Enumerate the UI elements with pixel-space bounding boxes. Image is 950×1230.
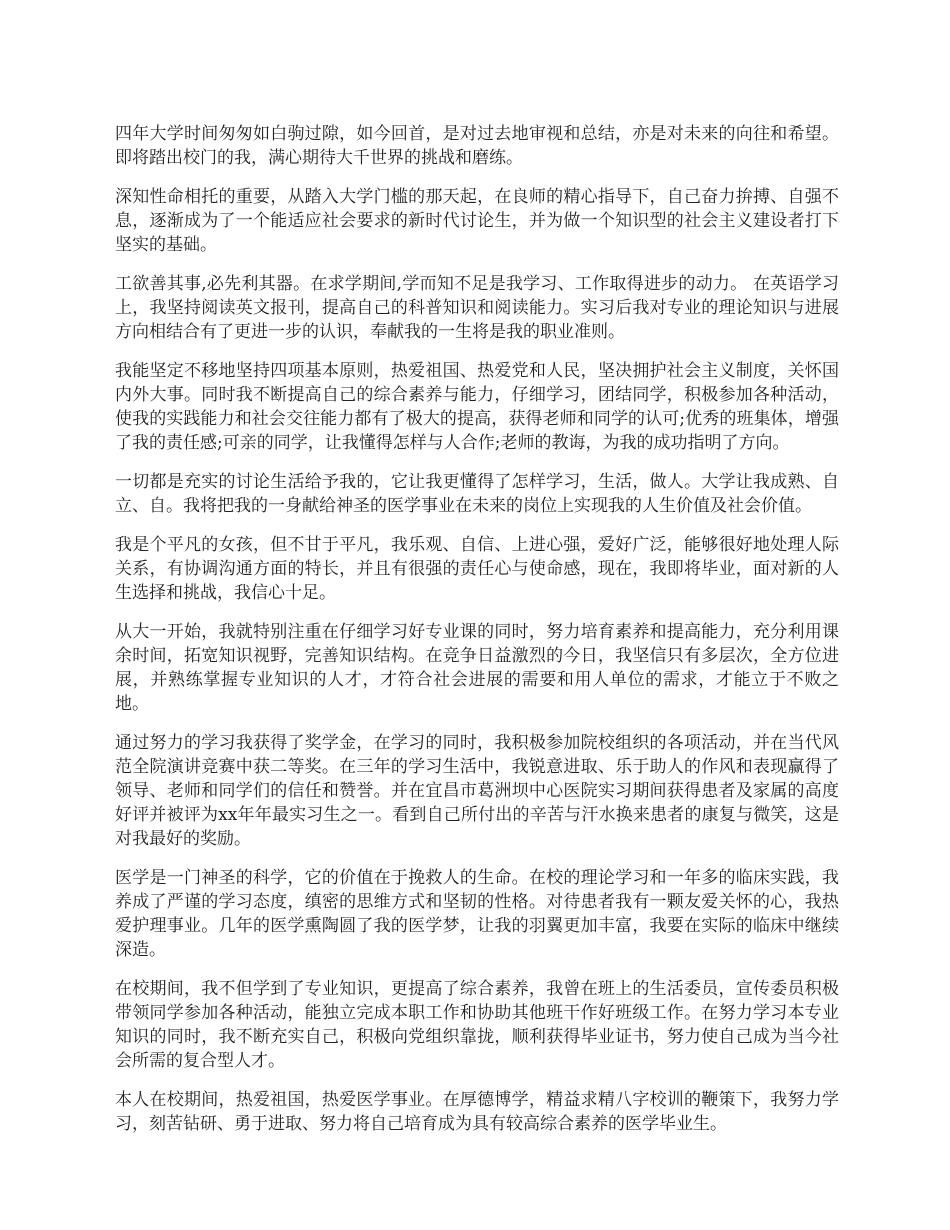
paragraph: 一切都是充实的讨论生活给予我的，它让我更懂得了怎样学习，生活，做人。大学让我成熟、自立、自。我将把我的一身献给神圣的医学事业在未来的岗位上实现我的人生价值及社会价值。 bbox=[115, 472, 839, 516]
paragraph: 从大一开始，我就特别注重在仔细学习好专业课的同时，努力培育素养和提高能力，充分利用课余时间，拓宽知识视野，完善知识结构。在竞争日益激烈的今日，我坚信只有多层次，全方位进展，并熟练掌握专业知识的人才，才符合社会进展的需要和用人单位的需求，才能立于不败之地。 bbox=[115, 622, 839, 714]
paragraph: 医学是一门神圣的科学，它的价值在于挽救人的生命。在校的理论学习和一年多的临床实践，我养成了严谨的学习态度，缜密的思维方式和坚韧的性格。对待患者我有一颗友爱关怀的心，我热爱护理事业。几年的医学熏陶圆了我的医学梦，让我的羽翼更加丰富，我要在实际的临床中继续深造。 bbox=[115, 868, 839, 960]
paragraph: 在校期间，我不但学到了专业知识，更提高了综合素养，我曾在班上的生活委员，宣传委员积极带领同学参加各种活动，能独立完成本职工作和协助其他班干作好班级工作。在努力学习本专业知识的同时，我不断充实自己，积极向党组织靠拢，顺利获得毕业证书，努力使自己成为当今社会所需的复合型人才。 bbox=[115, 979, 839, 1071]
paragraph: 本人在校期间，热爱祖国，热爱医学事业。在厚德博学，精益求精八字校训的鞭策下，我努力学习，刻苦钻研、勇于进取、努力将自己培育成为具有较高综合素养的医学毕业生。 bbox=[115, 1090, 839, 1134]
paragraph: 四年大学时间匆匆如白驹过隙，如今回首，是对过去地审视和总结，亦是对未来的向往和希望。即将踏出校门的我，满心期待大千世界的挑战和磨练。 bbox=[115, 124, 839, 168]
document-body bbox=[115, 122, 839, 1151]
paragraph: 我是个平凡的女孩，但不甘于平凡，我乐观、自信、上进心强，爱好广泛，能够很好地处理人际关系，有协调沟通方面的特长，并且有很强的责任心与使命感，现在，我即将毕业，面对新的人生选择和挑战，我信心十足。 bbox=[115, 535, 839, 603]
paragraph: 我能坚定不移地坚持四项基本原则，热爱祖国、热爱党和人民，坚决拥护社会主义制度，关怀国内外大事。同时我不断提高自己的综合素养与能力，仔细学习，团结同学，积极参加各种活动，使我的实践能力和社会交往能力都有了极大的提高，获得老师和同学的认可;优秀的班集体，增强了我的责任感;可亲的同学，让我懂得怎样与人合作;老师的教诲，为我的成功指明了方向。 bbox=[115, 361, 839, 453]
paragraph: 工欲善其事,必先利其器。在求学期间,学而知不足是我学习、工作取得进步的动力。 在英语学习上，我坚持阅读英文报刊，提高自己的科普知识和阅读能力。实习后我对专业的理论知识与进展方向相结合有了更进一步的认识，奉献我的一生将是我的职业准则。 bbox=[115, 274, 839, 342]
paragraph: 深知性命相托的重要，从踏入大学门槛的那天起，在良师的精心指导下，自己奋力拚搏、自强不息，逐渐成为了一个能适应社会要求的新时代讨论生，并为做一个知识型的社会主义建设者打下坚实的基础。 bbox=[115, 187, 839, 255]
paragraph: 通过努力的学习我获得了奖学金，在学习的同时，我积极参加院校组织的各项活动，并在当代风范全院演讲竞赛中获二等奖。在三年的学习生活中，我锐意进取、乐于助人的作风和表现赢得了领导、老师和同学们的信任和赞誉。并在宜昌市葛洲坝中心医院实习期间获得患者及家属的高度好评并被评为xx年年最实习生之一。看到自己所付出的辛苦与汗水换来患者的康复与微笑，这是对我最好的奖励。 bbox=[115, 733, 839, 849]
